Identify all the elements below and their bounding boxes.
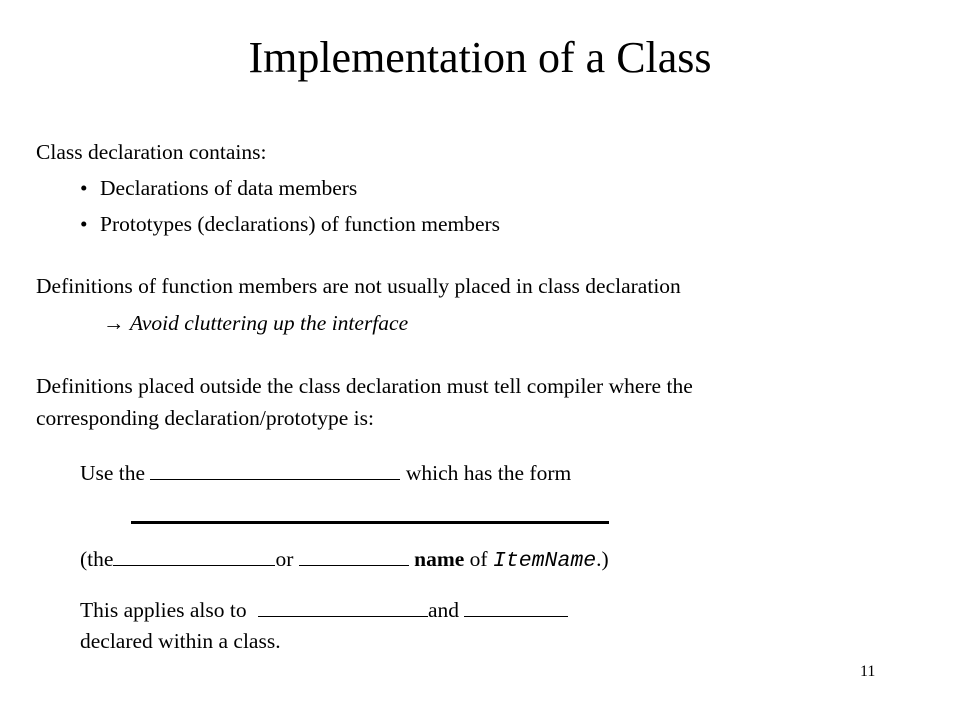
bullet-item	[80, 174, 357, 202]
use-the-line	[80, 459, 571, 487]
bullet-icon: •	[80, 176, 88, 200]
outside-definitions-line-1: Definitions placed outside the class declaration must tell compiler where the	[36, 374, 693, 398]
slide-title: Implementation of a Class	[248, 33, 712, 82]
close-paren-text: .)	[596, 547, 609, 571]
fill-in-blank	[150, 459, 400, 480]
fill-in-blank	[258, 596, 428, 617]
the-or-name-line	[80, 545, 609, 575]
right-arrow-icon: →	[103, 311, 125, 335]
and-text: and	[427, 598, 460, 622]
declared-within-line: declared within a class.	[80, 629, 281, 653]
fill-in-blank	[113, 545, 275, 566]
name-text: name	[414, 547, 465, 571]
bullet-text: Prototypes (declarations) of function members	[100, 212, 501, 236]
of-text: of	[469, 547, 488, 571]
or-text: or	[275, 547, 294, 571]
bullet-item	[80, 210, 500, 238]
applies-line	[80, 596, 568, 624]
avoid-line	[103, 309, 408, 337]
page-number: 11	[860, 663, 876, 680]
the-open-text: (the	[80, 547, 114, 571]
definitions-line: Definitions of function members are not usually placed in class declaration	[36, 274, 681, 298]
applies-text: This applies also to	[80, 598, 247, 622]
bullet-icon: •	[80, 212, 88, 236]
which-form-text: which has the form	[405, 461, 572, 485]
class-declaration-heading: Class declaration contains:	[36, 140, 267, 164]
item-name-code: ItemName	[492, 549, 597, 573]
fill-in-blank	[299, 545, 409, 566]
avoid-text: Avoid cluttering up the interface	[129, 311, 409, 335]
use-the-text: Use the	[80, 461, 146, 485]
fill-in-blank	[464, 596, 568, 617]
outside-definitions-line-2: corresponding declaration/prototype is:	[36, 406, 374, 430]
form-answer-blank	[131, 521, 609, 524]
bullet-text: Declarations of data members	[100, 176, 358, 200]
